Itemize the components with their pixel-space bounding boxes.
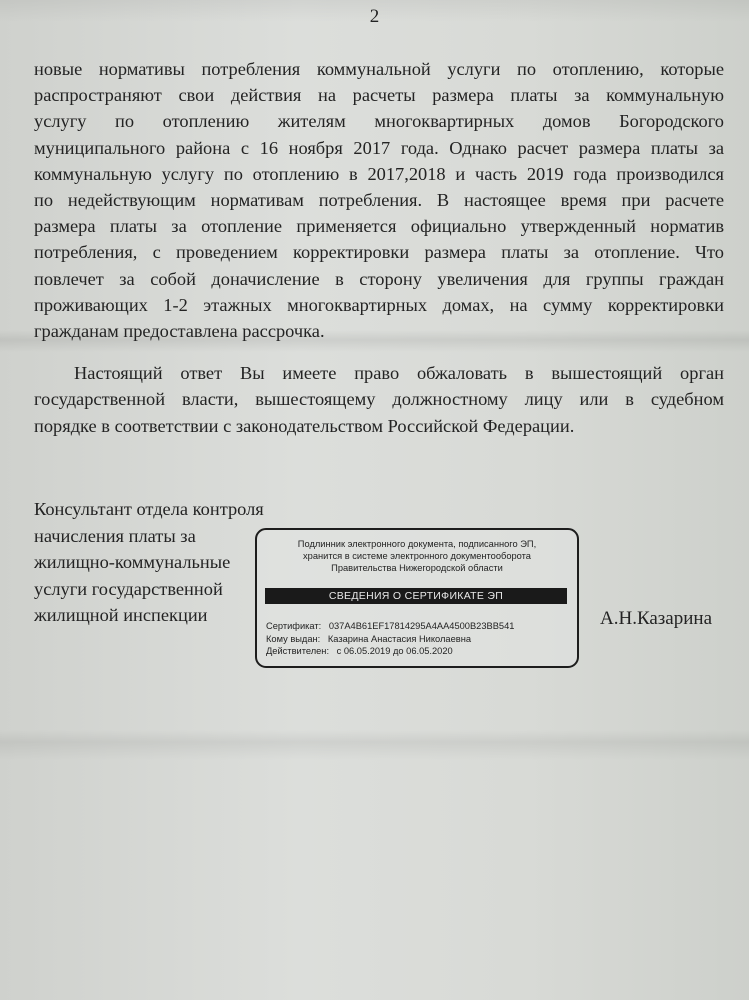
text-line: коммунальную услугу по отоплению в 2017,2018 и часть 2019 года производился (34, 163, 724, 184)
page-number: 2 (369, 6, 380, 27)
signer-position-line: начисления платы за (34, 525, 196, 546)
text-line: услугу по отоплению жителям многоквартирных домов Богородского (34, 111, 724, 132)
paragraph-2 (34, 360, 724, 439)
stamp-title-bar: СВЕДЕНИЯ О СЕРТИФИКАТЕ ЭП (265, 588, 567, 604)
text-line: размера платы за отопление применяется официально утвержденный норматив (34, 216, 724, 237)
issued-to-value: Казарина Анастасия Николаевна (327, 633, 472, 644)
text-line: государственной власти, вышестоящему должностному лицу или в судебном (34, 389, 724, 410)
text-line: по недействующим нормативам потребления. В настоящее время при расчете (34, 190, 724, 211)
signer-position-line: жилищно-коммунальные (34, 552, 231, 573)
electronic-signature-stamp (255, 528, 579, 668)
text-line: потребления, с проведением корректировки размера платы за отопление. Что (34, 242, 724, 263)
text-line: проживающих 1-2 этажных многоквартирных домах, на сумму корректировки (34, 294, 724, 315)
valid-row (266, 645, 514, 658)
valid-value: с 06.05.2019 до 06.05.2020 (336, 646, 453, 656)
certificate-row (266, 620, 514, 633)
text-line: Настоящий ответ Вы имеете право обжаловать в вышестоящий орган (74, 363, 724, 384)
stamp-header (257, 538, 577, 574)
stamp-header-line: хранится в системе электронного документооборота (303, 551, 531, 561)
stamp-header-line: Правительства Нижегородской области (331, 563, 503, 573)
stamp-header-line: Подлинник электронного документа, подписанного ЭП, (297, 539, 537, 549)
text-line: порядке в соответствии с законодательством Российской Федерации. (34, 415, 575, 436)
text-line: новые нормативы потребления коммунальной услуги по отоплению, которые (34, 59, 724, 79)
valid-label: Действителен: (266, 646, 330, 656)
text-line: муниципального района с 16 ноября 2017 года. Однако расчет размера платы за (34, 137, 724, 158)
certificate-value: 037A4B61EF17814295A4AA4500B23BB541 (328, 621, 515, 631)
certificate-label: Сертификат: (266, 621, 322, 631)
stamp-details (266, 620, 514, 658)
signer-name: А.Н.Казарина (600, 608, 713, 629)
text-line: повлечет за собой доначисление в сторону увеличения для группы граждан (34, 268, 724, 289)
paragraph-1 (34, 56, 724, 344)
signer-position-line: жилищной инспекции (34, 605, 208, 626)
issued-to-label: Кому выдан: (266, 633, 321, 644)
letter-body (34, 56, 724, 439)
text-line: гражданам предоставлена рассрочка. (34, 321, 325, 342)
text-line: распространяют свои действия на расчеты размера платы за коммунальную (34, 85, 724, 106)
signer-position-line: Консультант отдела контроля (34, 499, 264, 519)
issued-to-row (266, 633, 514, 646)
signer-position-line: услуги государственной (34, 578, 223, 599)
